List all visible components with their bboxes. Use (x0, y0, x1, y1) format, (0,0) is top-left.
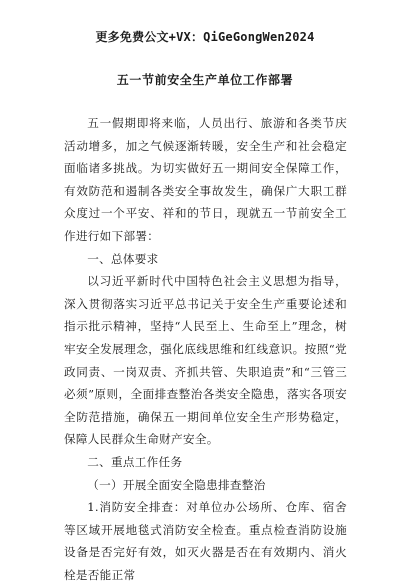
intro-paragraph: 五一假期即将来临，人员出行、旅游和各类节庆活动增多，加之气候逐渐转暖，安全生产和社会稳定面临诸多挑战。为切实做好五一期间安全保障工作，有效防范和遏制各类安全事故发生，确保广大职工群众度过一个平安、祥和的节日，现就五一节前安全工作进行如下部署： (64, 116, 347, 243)
section-heading-general-requirements: 一、总体要求 (87, 251, 159, 266)
general-requirements-paragraph: 以习近平新时代中国特色社会主义思想为指导，深入贯彻落实习近平总书记关于安全生产重要论述和指示批示精神，坚持“人民至上、生命至上”理念，树牢安全发展理念，强化底线思维和红线意识。按照“党政同责、一岗双责、齐抓共管、失职追责”和“三管三必须”原则，全面排查整治各类安全隐患，落实各项安全防范措施，确保五一期间单位安全生产形势稳定，保障人民群众生命财产安全。 (64, 274, 347, 447)
document-title: 五一节前安全生产单位工作部署 (116, 73, 294, 87)
subsection-heading-hazard-inspection: （一）开展全面安全隐患排查整治 (87, 477, 266, 492)
fire-safety-paragraph: 1.消防安全排查：对单位办公场所、仓库、宿舍等区域开展地毯式消防安全检查。重点检查消防设施设备是否完好有效，如灭火器是否在有效期内、消火栓是否能正常 (64, 500, 347, 582)
section-heading-key-tasks: 二、重点工作任务 (87, 454, 183, 469)
promo-banner: 更多免费公文+VX：QiGeGongWen2024 (95, 30, 315, 44)
document-body (64, 112, 347, 586)
